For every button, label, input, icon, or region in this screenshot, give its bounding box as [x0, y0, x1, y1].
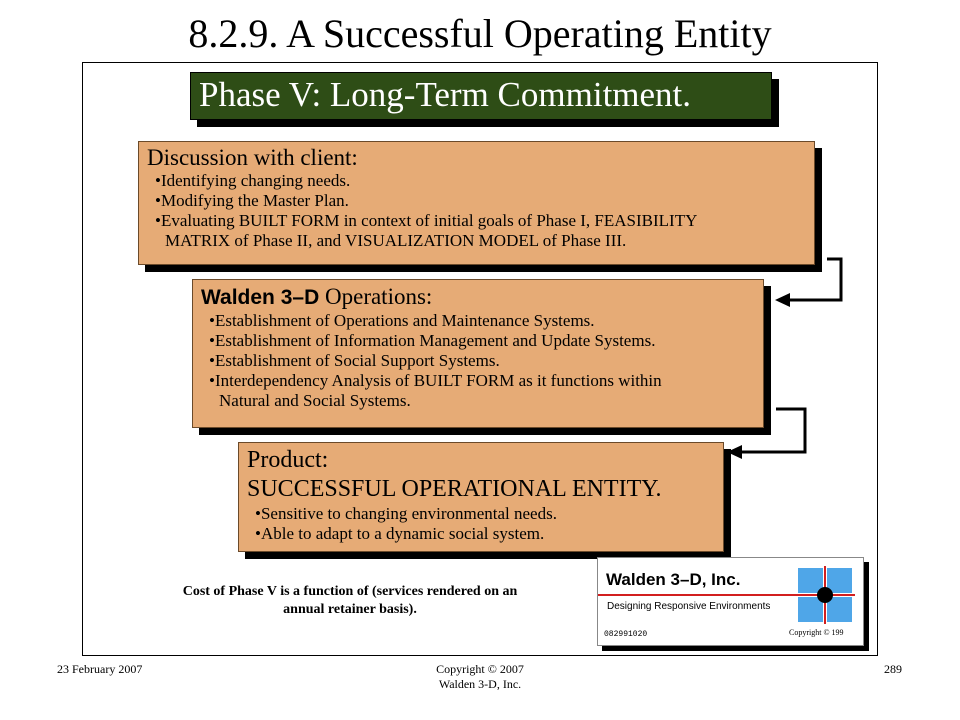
footer-date: 23 February 2007: [57, 662, 143, 676]
arrowhead-1: [775, 293, 790, 307]
footer-company-line: Walden 3-D, Inc.: [438, 677, 522, 691]
product-heading-label: Product:: [247, 447, 329, 473]
walden-logo: [597, 557, 864, 646]
connector-arrow-1: [784, 259, 841, 300]
list-item: • Modifying the Master Plan.: [139, 191, 814, 211]
list-item: • Identifying changing needs.: [139, 171, 814, 191]
list-item: • Establishment of Information Management and Update Systems.: [193, 331, 763, 351]
list-item: • Establishment of Operations and Maintenance Systems.: [193, 311, 763, 331]
cost-note-line: Cost of Phase V is a function of (services rendered on an: [182, 584, 518, 599]
list-item-continuation: MATRIX of Phase II, and VISUALIZATION MODEL of Phase III.: [165, 231, 627, 250]
discussion-heading: Discussion with client:: [147, 145, 358, 170]
footer-copyright: [380, 662, 580, 692]
slide-title: 8.2.9. A Successful Operating Entity: [188, 11, 772, 56]
operations-heading-text: Operations:: [325, 284, 433, 309]
list-item: • Able to adapt to a dynamic social system.: [239, 524, 723, 544]
logo-copyright: Copyright © 199: [789, 628, 844, 637]
connector-arrow-2: [736, 409, 805, 452]
operations-heading-brand: Walden 3–D: [201, 286, 320, 309]
phase-banner-text: Phase V: Long-Term Commitment.: [199, 75, 692, 114]
cost-note: [150, 583, 550, 619]
footer-copyright-line: Copyright © 2007: [436, 662, 524, 676]
arrowhead-2: [727, 445, 742, 459]
cost-note-line: annual retainer basis).: [283, 602, 417, 617]
logo-tagline: Designing Responsive Environments: [607, 601, 771, 612]
list-item: • Establishment of Social Support Systems.: [193, 351, 763, 371]
logo-code: 082991020: [604, 630, 648, 639]
list-item: • Interdependency Analysis of BUILT FORM as it functions within Natural and Social Systems.: [193, 371, 763, 411]
list-item: • Sensitive to changing environmental needs.: [239, 504, 723, 524]
logo-mark-icon: [598, 558, 865, 647]
page-number: 289: [884, 662, 902, 676]
list-item: • Evaluating BUILT FORM in context of initial goals of Phase I, FEASIBILITY MATRIX of Phase II, and VISUALIZATION MODEL of Phase III.: [139, 211, 814, 251]
product-subheading: SUCCESSFUL OPERATIONAL ENTITY.: [247, 476, 662, 502]
logo-company-name: Walden 3–D, Inc.: [606, 570, 741, 589]
list-item-continuation: Natural and Social Systems.: [219, 391, 411, 410]
